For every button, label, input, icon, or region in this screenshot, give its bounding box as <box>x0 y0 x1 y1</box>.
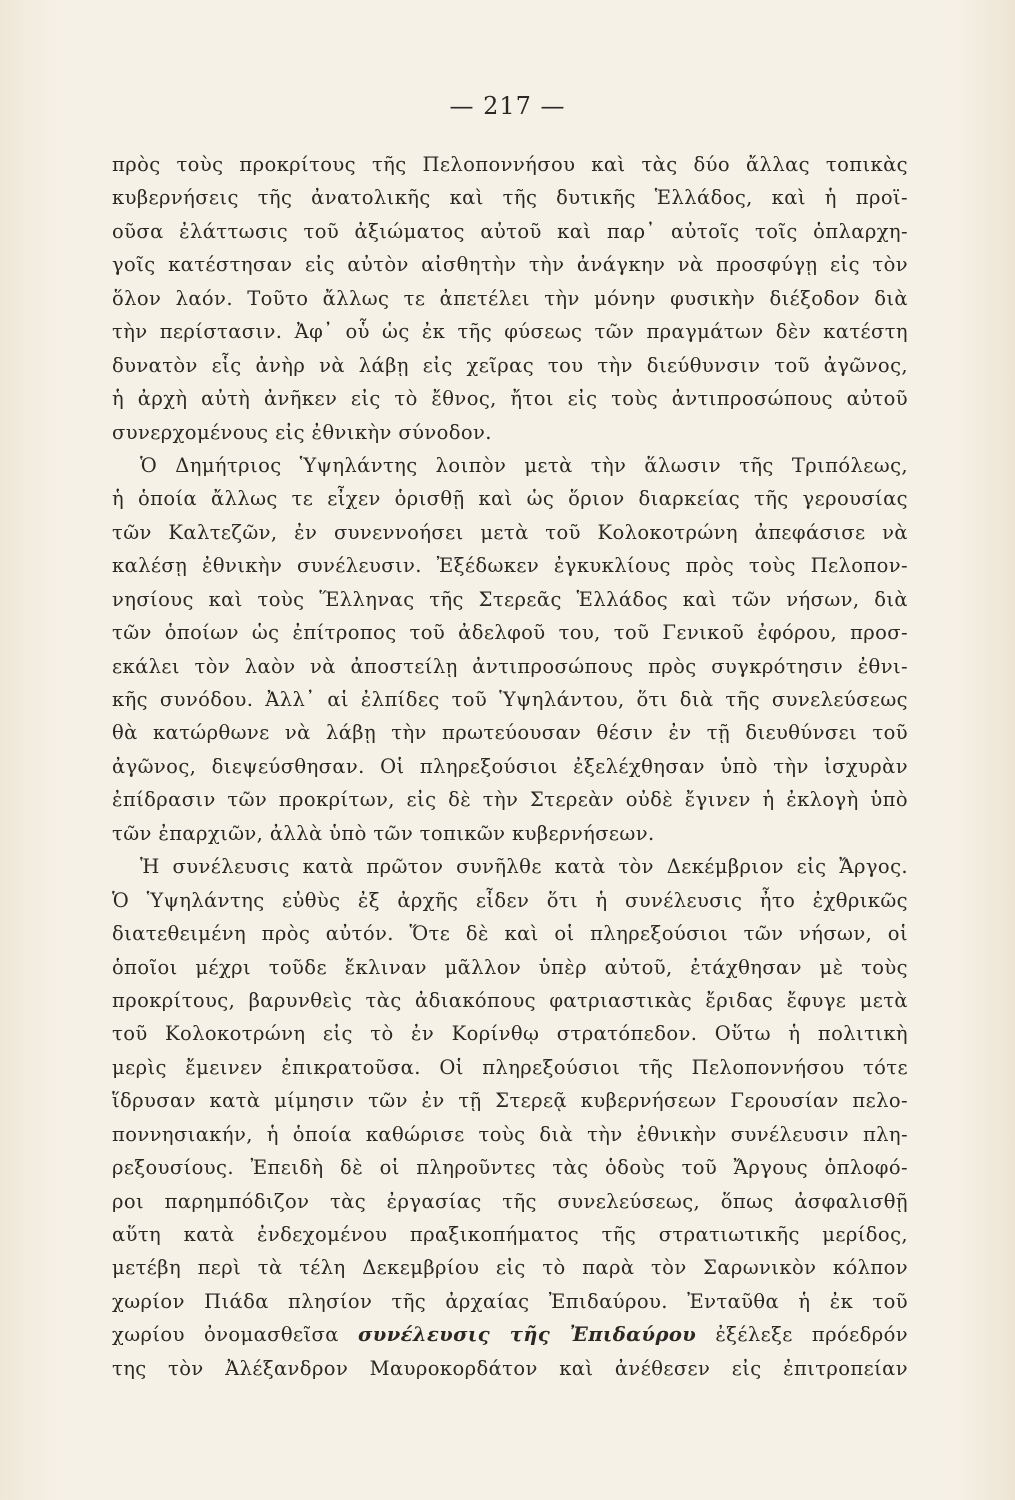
emphasized-term: συνέλευσις τῆς Ἐπιδαύρου <box>358 1323 697 1347</box>
text-line: Ὁ Δημήτριος Ὑψηλάντης λοιπὸν μετὰ τὴν ἅλωσιν τῆς Τριπόλεως, <box>140 453 908 477</box>
text-line: ρεξουσίους. Ἐπειδὴ δὲ οἱ πληροῦντες τὰς ὁδοὺς τοῦ Ἄργους ὁπλοφό- <box>112 1156 908 1180</box>
text-line: συνερχομένους εἰς ἐθνικὴν σύνοδον. <box>112 420 492 444</box>
text-line: ποννησιακήν, ἡ ὁποία καθώρισε τοὺς διὰ τὴν ἐθνικὴν συνέλευσιν πλη- <box>112 1122 908 1146</box>
text-line: Ὁ Ὑψηλάντης εὐθὺς ἐξ ἀρχῆς εἶδεν ὅτι ἡ συνέλευσις ἦτο ἐχθρικῶς <box>112 888 908 912</box>
text-line <box>112 1318 908 1351</box>
text-line: τῶν ὁποίων ὡς ἐπίτροπος τοῦ ἀδελφοῦ του, τοῦ Γενικοῦ ἐφόρου, προσ- <box>112 621 908 645</box>
text-line: ἵδρυσαν κατὰ μίμησιν τῶν ἐν τῇ Στερεᾷ κυβερνήσεων Γερουσίαν πελο- <box>112 1089 908 1113</box>
text-line: της τὸν Ἀλέξανδρον Μαυροκορδάτον καὶ ἀνέθεσεν εἰς ἐπιτροπείαν <box>112 1356 908 1380</box>
text-line: κυβερνήσεις τῆς ἀνατολικῆς καὶ τῆς δυτικῆς Ἑλλάδος, καὶ ἡ προϊ- <box>112 186 908 210</box>
text-segment: χωρίου ὀνομασθεῖσα <box>112 1323 358 1347</box>
text-line: θὰ κατώρθωνε νὰ λάβῃ τὴν πρωτεύουσαν θέσιν ἐν τῇ διευθύνσει τοῦ <box>112 721 908 745</box>
text-line: χωρίον Πιάδα πλησίον τῆς ἀρχαίας Ἐπιδαύρου. Ἐνταῦθα ἡ ἐκ τοῦ <box>112 1289 908 1313</box>
text-line: αὕτη κατὰ ἐνδεχομένου πραξικοπήματος τῆς στρατιωτικῆς μερίδος, <box>112 1223 908 1246</box>
text-line: ἡ ὁποία ἄλλως τε εἶχεν ὁρισθῇ καὶ ὡς ὅριον διαρκείας τῆς γερουσίας <box>112 487 908 511</box>
text-line: προκρίτους, βαρυνθεὶς τὰς ἀδιακόπους φατριαστικὰς ἔριδας ἔφυγε μετὰ <box>112 988 908 1012</box>
text-line: τοῦ Κολοκοτρώνη εἰς τὸ ἐν Κορίνθῳ στρατόπεδον. Οὕτω ἡ πολιτικὴ <box>112 1022 908 1046</box>
text-line: οῦσα ἐλάττωσις τοῦ ἀξιώματος αὐτοῦ καὶ παρ᾿ αὐτοῖς τοῖς ὁπλαρχη- <box>112 219 908 243</box>
body-text <box>112 148 908 1385</box>
text-line: εκάλει τὸν λαὸν νὰ ἀποστείλῃ ἀντιπροσώπους πρὸς συγκρότησιν ἐθνι- <box>112 654 908 678</box>
text-segment: ἐξέλεξε πρόεδρόν <box>696 1323 908 1347</box>
text-line: πρὸς τοὺς προκρίτους τῆς Πελοποννήσου καὶ τὰς δύο ἄλλας τοπικὰς <box>112 153 908 176</box>
text-line: μερὶς ἔμεινεν ἐπικρατοῦσα. Οἱ πληρεξούσιοι τῆς Πελοποννήσου τότε <box>112 1055 908 1079</box>
text-line: Ἡ συνέλευσις κατὰ πρῶτον συνῆλθε κατὰ τὸν Δεκέμβριον εἰς Ἄργος. <box>140 855 908 879</box>
text-line: ἐπίδρασιν τῶν προκρίτων, εἰς δὲ τὴν Στερεὰν οὐδὲ ἔγινεν ἡ ἐκλογὴ ὑπὸ <box>112 788 908 812</box>
text-line: ἀγῶνος, διεψεύσθησαν. Οἱ πληρεξούσιοι ἐξελέχθησαν ὑπὸ τὴν ἰσχυρὰν <box>112 754 908 778</box>
text-line: μετέβη περὶ τὰ τέλη Δεκεμβρίου εἰς τὸ παρὰ τὸν Σαρωνικὸν κόλπον <box>112 1256 908 1280</box>
text-line: ἡ ἀρχὴ αὐτὴ ἀνῆκεν εἰς τὸ ἔθνος, ἤτοι εἰς τοὺς ἀντιπροσώπους αὐτοῦ <box>112 387 908 411</box>
text-line: τῶν ἐπαρχιῶν, ἀλλὰ ὑπὸ τῶν τοπικῶν κυβερνήσεων. <box>112 821 655 845</box>
text-line: τὴν περίστασιν. Ἀφ᾿ οὗ ὡς ἐκ τῆς φύσεως τῶν πραγμάτων δὲν κατέστη <box>112 320 908 344</box>
text-line: τῶν Καλτεζῶν, ἐν συνεννοήσει μετὰ τοῦ Κολοκοτρώνη ἀπεφάσισε νὰ <box>112 520 908 544</box>
page-number: — 217 — <box>449 92 566 120</box>
text-line: δυνατὸν εἷς ἀνὴρ νὰ λάβῃ εἰς χεῖρας του τὴν διεύθυνσιν τοῦ ἀγῶνος, <box>112 353 908 377</box>
text-line: νησίους καὶ τοὺς Ἕλληνας τῆς Στερεᾶς Ἑλλάδος καὶ τῶν νήσων, διὰ <box>112 587 908 611</box>
text-line: ροι παρημπόδιζον τὰς ἐργασίας τῆς συνελεύσεως, ὅπως ἀσφαλισθῇ <box>112 1189 908 1213</box>
text-line: διατεθειμένη πρὸς αὐτόν. Ὅτε δὲ καὶ οἱ πληρεξούσιοι τῶν νήσων, οἱ <box>112 922 908 946</box>
text-line: κῆς συνόδου. Ἀλλ᾿ αἱ ἐλπίδες τοῦ Ὑψηλάντου, ὅτι διὰ τῆς συνελεύσεως <box>112 688 908 711</box>
text-line: ὅλον λαόν. Τοῦτο ἄλλως τε ἀπετέλει τὴν μόνην φυσικὴν διέξοδον διὰ <box>112 286 908 310</box>
text-line: ὁποῖοι μέχρι τοῦδε ἔκλιναν μᾶλλον ὑπὲρ αὐτοῦ, ἐτάχθησαν μὲ τοὺς <box>112 955 908 979</box>
text-line: καλέσῃ ἐθνικὴν συνέλευσιν. Ἐξέδωκεν ἐγκυκλίους πρὸς τοὺς Πελοπον- <box>112 554 908 578</box>
text-line: γοῖς κατέστησαν εἰς αὐτὸν αἰσθητὴν τὴν ἀνάγκην νὰ προσφύγῃ εἰς τὸν <box>112 253 908 277</box>
